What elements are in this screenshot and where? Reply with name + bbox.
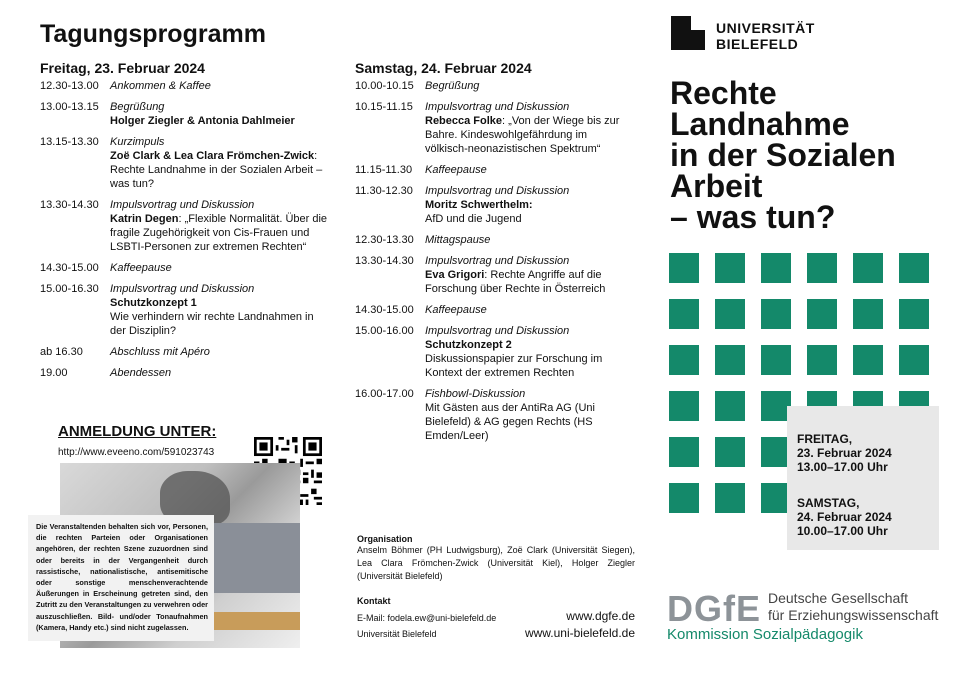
event-title [670,75,970,235]
schedule-kind: Begrüßung [425,80,480,92]
schedule-time: 13.30-14.30 [40,199,99,211]
schedule-time: 11.30-12.30 [355,185,413,197]
saturday-time: 10.00–17.00 Uhr [797,524,888,538]
schedule-speaker: Zoë Clark & Lea Clara Frömchen-Zwick [110,150,315,162]
friday-date-block [797,432,892,474]
schedule-speaker: Schutzkonzept 2 [425,339,512,351]
green-square [807,253,837,283]
schedule-item [355,184,620,226]
green-square [807,299,837,329]
event-title-line: Arbeit [670,168,763,204]
schedule-speaker: Schutzkonzept 1 [110,297,197,309]
dgfe-name-line1: Deutsche Gesellschaft [768,590,909,606]
program-title: Tagungsprogramm [40,20,266,48]
schedule-details [110,261,330,275]
schedule-time: 13.00-13.15 [40,101,99,113]
saturday-label: SAMSTAG, [797,496,860,510]
schedule-item [355,254,620,296]
schedule-kind: Begrüßung [110,101,165,113]
schedule-item [40,366,330,380]
green-square [669,299,699,329]
schedule-time: 12.30-13.00 [40,80,99,92]
contact-heading: Kontakt [357,596,391,606]
schedule-item [355,387,620,443]
schedule-description: AfD und die Jugend [425,213,522,225]
schedule-kind: Impulsvortrag und Diskussion [110,283,255,295]
event-title-line: in der Sozialen [670,137,896,173]
schedule-kind: Kaffeepause [425,304,487,316]
green-square [853,253,883,283]
exclusion-notice: Die Veranstaltenden behalten sich vor, Personen, die rechten Parteien oder Organisationen angehören, der rechten Szene zuzuordnen sind oder bereits in der Vergangenheit durch rassistische, nationalistische, antisemitische oder sonstige menschenverachtende Äußerungen in Erscheinung getreten sind, den Zutritt zu den Veranstaltungen zu verwehren oder auszuschließen. Bild- und/oder Tonaufnahmen (Kamera, Handy etc.) sind nicht zugelassen. [28,515,214,641]
schedule-time: 15.00-16.30 [40,283,99,295]
schedule-kind: Fishbowl-Diskussion [425,388,526,400]
green-square [715,437,745,467]
organisation-heading: Organisation [357,534,413,544]
friday-label: FREITAG, [797,432,853,446]
schedule-details [110,366,330,380]
schedule-item [40,261,330,275]
schedule-details [425,387,620,443]
registration-heading: ANMELDUNG UNTER: [58,423,217,440]
green-square [853,299,883,329]
schedule-time: 10.00-10.15 [355,80,414,92]
schedule-item [355,303,620,317]
saturday-items [355,79,620,443]
schedule-speaker: Katrin Degen [110,213,179,225]
schedule-description: Wie verhindern wir rechte Landnahmen in der Disziplin? [110,311,314,337]
schedule-details [110,79,330,93]
schedule-details [425,163,620,177]
schedule-details [425,79,620,93]
schedule-kind: Impulsvortrag und Diskussion [110,199,255,211]
schedule-item [40,135,330,191]
schedule-details [110,198,330,254]
organisation-text: Anselm Böhmer (PH Ludwigsburg), Zoë Clark (Universität Siegen), Lea Clara Frömchen-Zwick (Universität Kiel), Holger Ziegler (Universität Bielefeld) [357,545,635,581]
saturday-schedule [355,60,620,450]
schedule-talk-title: : „Von der Wiege bis zur Bahre. Kindeswohlgefährdung im völkisch-neonazistischen Spektrum“ [425,115,620,155]
green-square [899,299,929,329]
schedule-kind: Impulsvortrag und Diskussion [425,255,570,267]
schedule-kind: Abschluss mit Apéro [110,346,210,358]
link-dgfe[interactable]: www.dgfe.de [566,609,635,623]
schedule-time: 15.00-16.00 [355,325,414,337]
green-square [669,253,699,283]
schedule-details [425,233,620,247]
green-square [761,253,791,283]
green-square [715,345,745,375]
schedule-kind: Kaffeepause [110,262,172,274]
green-square [715,299,745,329]
schedule-time: 19.00 [40,367,68,379]
schedule-item [355,233,620,247]
green-square [669,345,699,375]
event-title-line: – was tun? [670,199,836,235]
schedule-kind: Impulsvortrag und Diskussion [425,101,570,113]
event-title-line: Rechte [670,75,777,111]
organisation-block [357,534,635,583]
link-uni-bielefeld[interactable]: www.uni-bielefeld.de [524,626,635,640]
schedule-item [40,79,330,93]
dgfe-commission: Kommission Sozialpädagogik [667,626,863,643]
schedule-item [40,198,330,254]
green-square [669,437,699,467]
green-square [669,483,699,513]
saturday-heading: Samstag, 24. Februar 2024 [355,60,532,76]
schedule-kind: Abendessen [110,367,172,379]
saturday-date-block [797,496,892,538]
green-square [761,345,791,375]
schedule-item [355,324,620,380]
green-square [899,253,929,283]
photo-object-shape [200,523,300,593]
schedule-talk-title: : Rechte Landnahme in der Sozialen Arbeit – was tun? [110,150,323,190]
schedule-time: 14.30-15.00 [355,304,414,316]
friday-time: 13.00–17.00 Uhr [797,460,888,474]
schedule-kind: Impulsvortrag und Diskussion [425,325,570,337]
schedule-item [355,163,620,177]
schedule-speaker: Eva Grigori [425,269,485,281]
schedule-details [425,100,620,156]
schedule-kind: Kaffeepause [425,164,487,176]
schedule-item [355,79,620,93]
schedule-description: Diskussionspapier zur Forschung im Kontext der extremen Rechten [425,353,603,379]
dgfe-name [768,590,938,624]
friday-heading: Freitag, 23. Februar 2024 [40,60,205,76]
schedule-item [40,345,330,359]
schedule-details [425,184,620,226]
schedule-speaker: Rebecca Folke [425,115,503,127]
schedule-item [40,282,330,338]
schedule-item [40,100,330,128]
event-dates-box [787,406,939,550]
schedule-details [110,345,330,359]
schedule-details [425,303,620,317]
green-square [715,391,745,421]
schedule-time: ab 16.30 [40,346,83,358]
dgfe-logo: DGfE [667,588,761,629]
schedule-kind: Kurzimpuls [110,136,165,148]
schedule-kind: Ankommen & Kaffee [110,80,211,92]
friday-items [40,79,330,380]
schedule-speaker: Moritz Schwerthelm: [425,199,533,211]
green-square [807,345,837,375]
green-square [899,345,929,375]
university-line1: UNIVERSITÄT [716,20,815,36]
schedule-details [110,100,330,128]
schedule-details [425,324,620,380]
schedule-details [110,135,330,191]
schedule-time: 12.30-13.30 [355,234,414,246]
contact-institution: Universität Bielefeld [357,629,437,639]
green-square [715,253,745,283]
registration-url[interactable]: http://www.eveeno.com/591023743 [58,447,215,458]
schedule-item [355,100,620,156]
schedule-time: 10.15-11.15 [355,101,413,113]
friday-schedule [40,60,330,387]
schedule-time: 16.00-17.00 [355,388,414,400]
schedule-time: 13.30-14.30 [355,255,414,267]
schedule-time: 13.15-13.30 [40,136,99,148]
university-logo-icon [671,16,705,50]
saturday-date: 24. Februar 2024 [797,510,892,524]
schedule-kind: Impulsvortrag und Diskussion [425,185,570,197]
schedule-kind: Mittagspause [425,234,491,246]
green-square [853,345,883,375]
schedule-talk-title: : Rechte Angriffe auf die Forschung über Rechte in Österreich [425,269,606,295]
event-title-line: Landnahme [670,106,850,142]
schedule-description: Mit Gästen aus der AntiRa AG (Uni Bielefeld) & AG gegen Rechts (HS Emden/Leer) [425,402,595,442]
schedule-time: 11.15-11.30 [355,164,413,176]
schedule-details [425,254,620,296]
university-name [716,20,815,52]
contact-email[interactable]: E-Mail: fodela.ew@uni-bielefeld.de [357,613,497,623]
green-square [761,299,791,329]
university-line2: BIELEFELD [716,36,799,52]
schedule-time: 14.30-15.00 [40,262,99,274]
schedule-talk-title: : „Flexible Normalität. Über die fragile Zugehörigkeit von Cis-Frauen und LSBTI-Personen zur extremen Rechten“ [110,213,328,253]
green-square [669,391,699,421]
schedule-details [110,282,330,338]
schedule-speaker: Holger Ziegler & Antonia Dahlmeier [110,115,295,127]
green-square [715,483,745,513]
friday-date: 23. Februar 2024 [797,446,892,460]
dgfe-name-line2: für Erziehungswissenschaft [768,607,939,623]
